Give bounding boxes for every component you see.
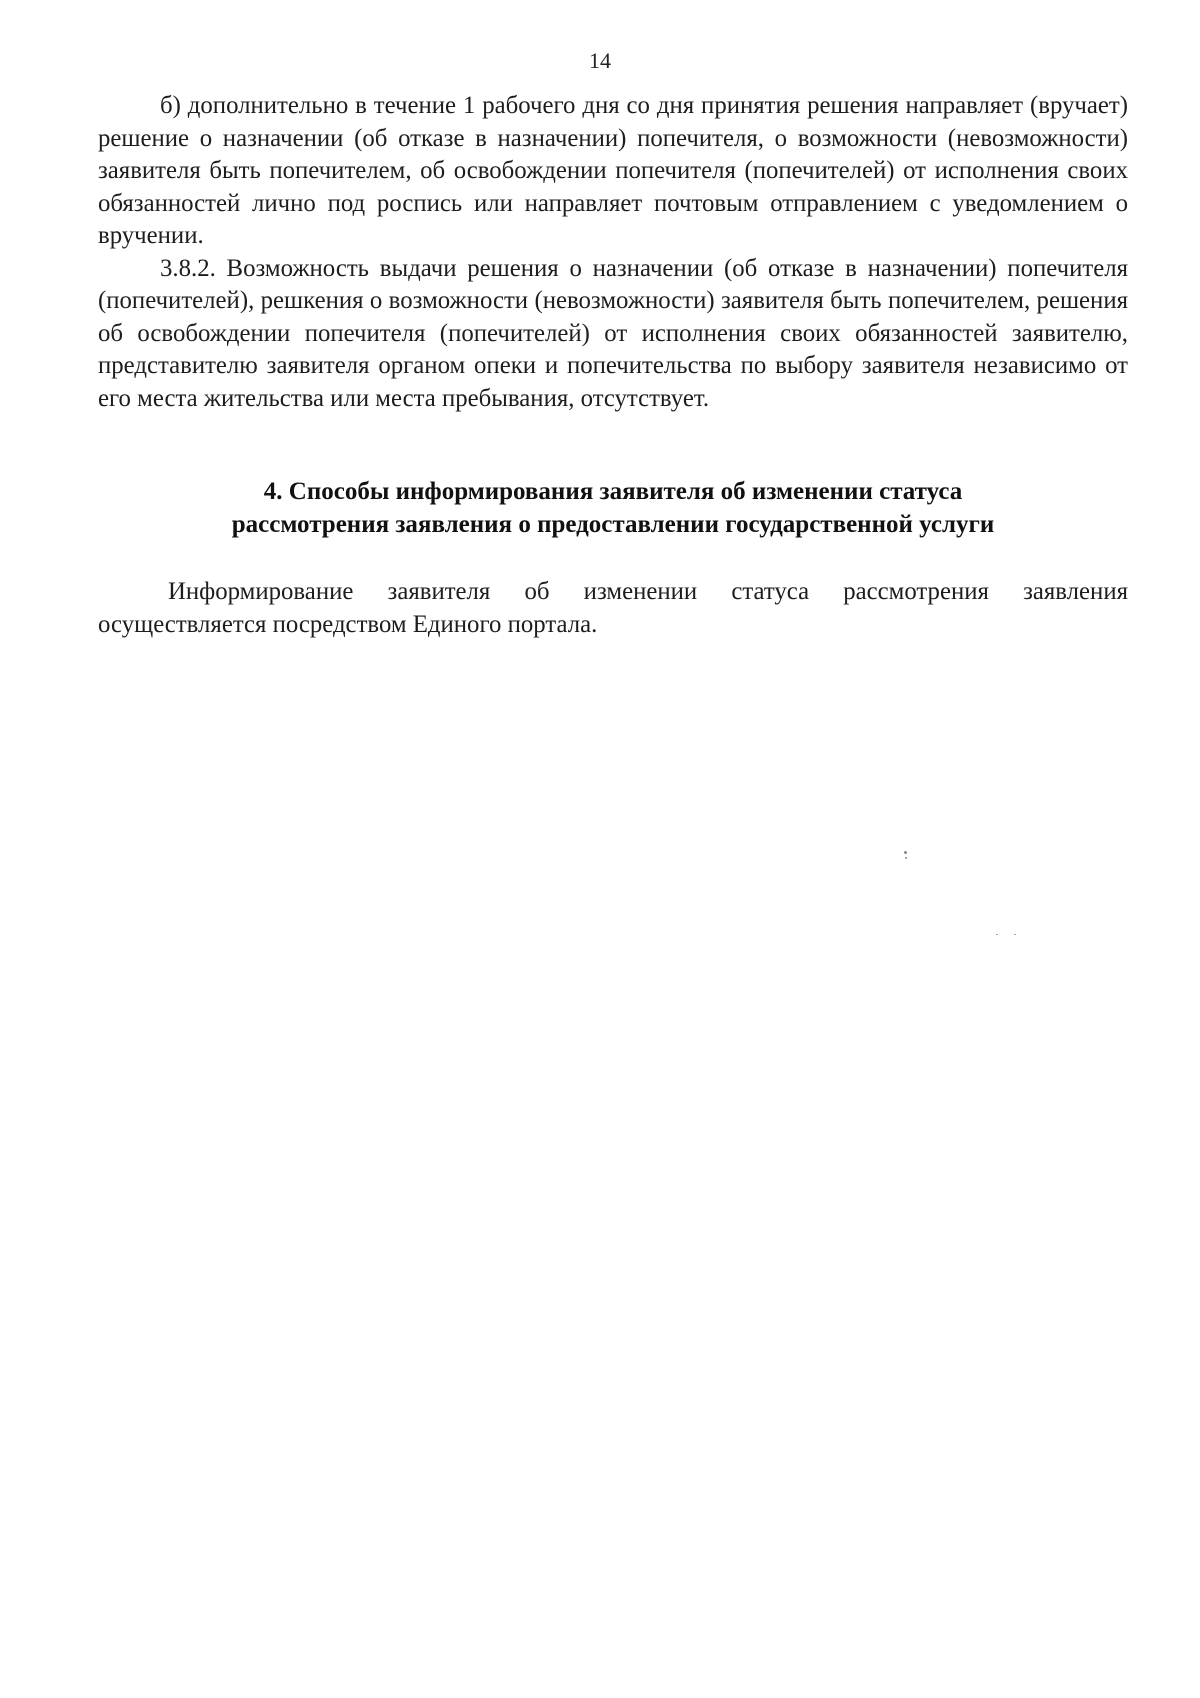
- scan-speck: [1014, 934, 1016, 935]
- section-4-body: [98, 576, 1128, 641]
- section-4-heading: [98, 476, 1128, 541]
- section-4-heading-line-1: 4. Способы информирования заявителя об изменении статуса: [263, 478, 963, 505]
- scan-speck: [904, 851, 907, 854]
- section-4-heading-line-2: рассмотрения заявления о предоставлении государственной услуги: [231, 510, 995, 538]
- section-4-paragraph: Информирование заявителя об изменении статуса рассмотрения заявления осуществляется посредством Единого портала.: [98, 578, 1128, 638]
- page-number: 14: [589, 48, 611, 73]
- paragraph-b: б) дополнительно в течение 1 рабочего дня со дня принятия решения направляет (вручает) решение о назначении (об отказе в назначении) попечителя, о возможности (невозможности) заявителя быть попечителем, об освобождении попечителя (попечителей) от исполнения своих обязанностей лично под роспись или направляет почтовым отправлением с уведомлением о вручении.: [98, 92, 1128, 249]
- scan-speck: [996, 934, 998, 935]
- section-3-text: [98, 90, 1128, 415]
- paragraph-3-8-2: 3.8.2. Возможность выдачи решения о назначении (об отказе в назначении) попечителя (попечителей), решкения о возможности (невозможности) заявителя быть попечителем, решения об освобождении попечителя (попечителей) от исполнения своих обязанностей заявителю, представителю заявителя органом опеки и попечительства по выбору заявителя независимо от его места жительства или места пребывания, отсутствует.: [98, 254, 1128, 412]
- scan-speck: [905, 857, 907, 859]
